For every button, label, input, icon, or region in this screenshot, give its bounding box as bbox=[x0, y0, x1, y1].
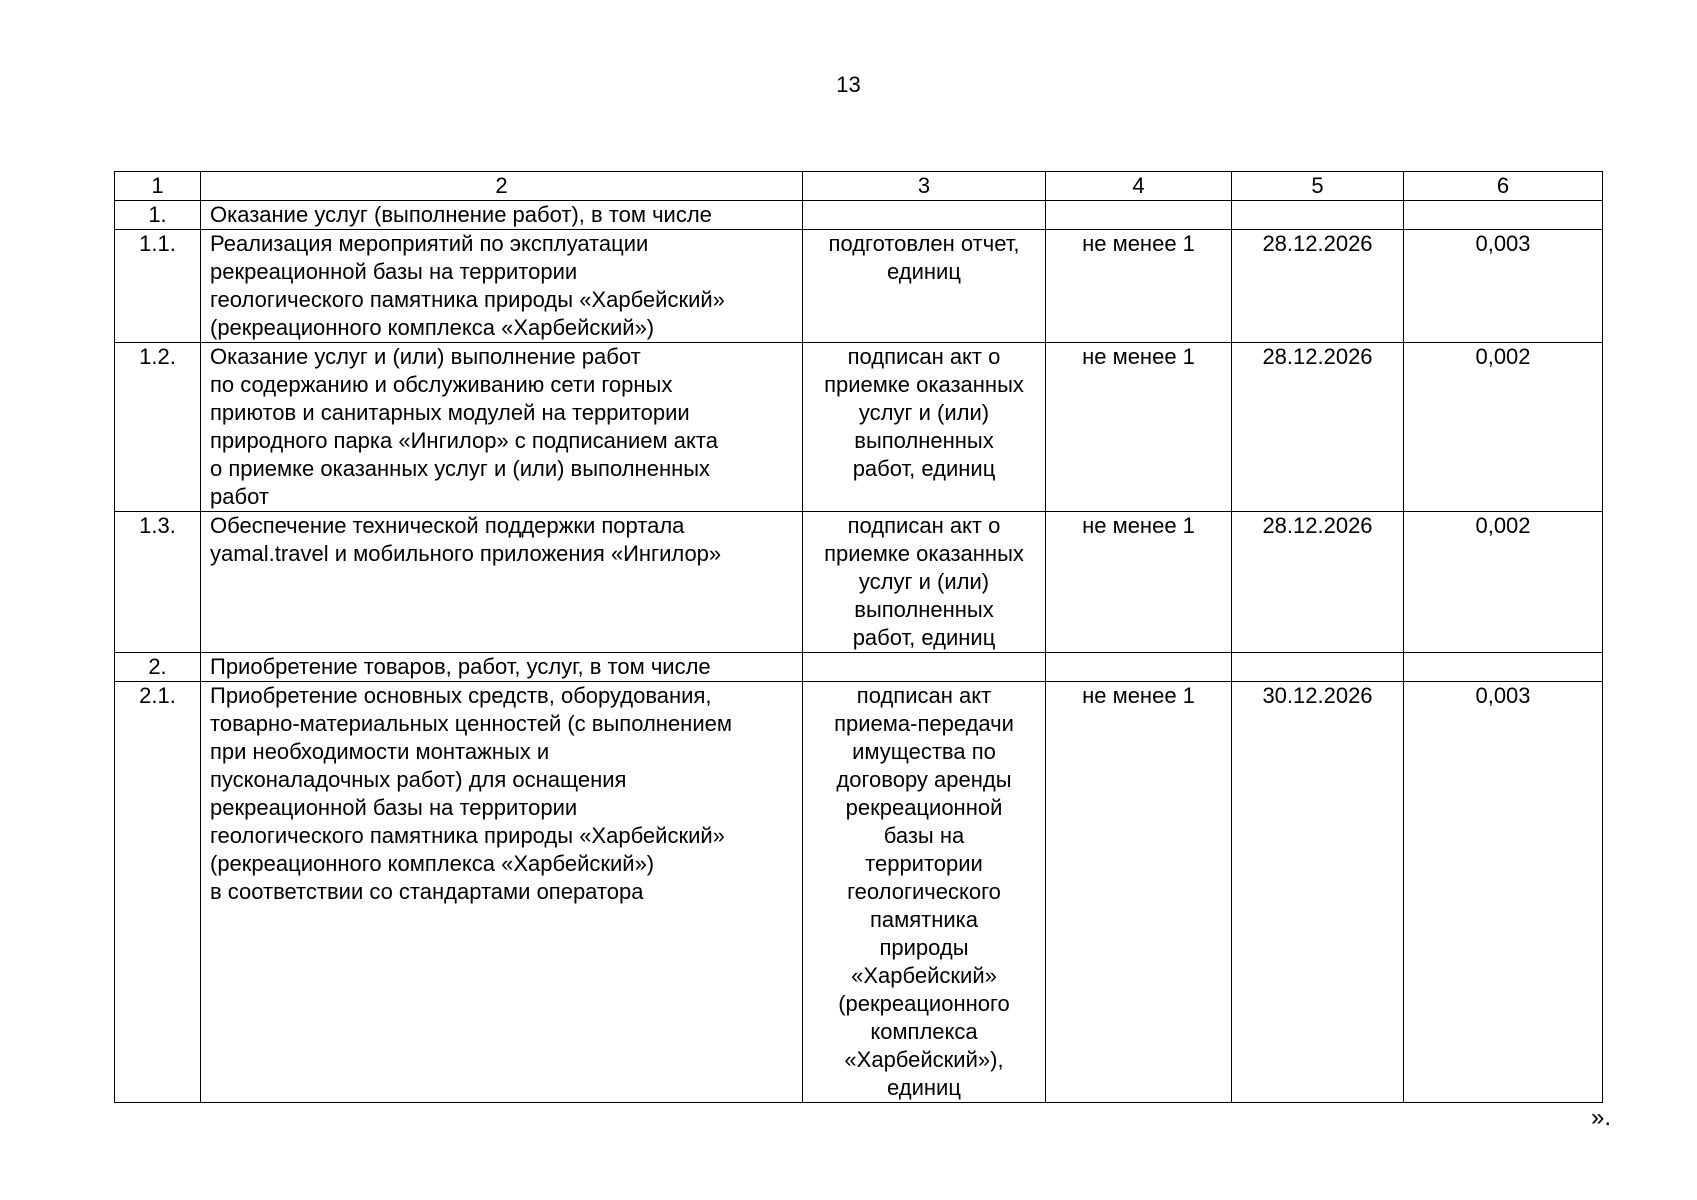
header-cell: 4 bbox=[1046, 172, 1232, 201]
row-cost bbox=[1404, 201, 1603, 230]
row-unit bbox=[803, 653, 1046, 682]
row-cost: 0,002 bbox=[1404, 343, 1603, 512]
row-number: 2. bbox=[115, 653, 201, 682]
header-cell: 1 bbox=[115, 172, 201, 201]
row-value bbox=[1046, 201, 1232, 230]
header-cell: 5 bbox=[1232, 172, 1404, 201]
row-value: не менее 1 bbox=[1046, 682, 1232, 1103]
row-value: не менее 1 bbox=[1046, 512, 1232, 653]
row-unit: подготовлен отчет, единиц bbox=[803, 230, 1046, 343]
table-row bbox=[115, 653, 1603, 682]
row-cost: 0,002 bbox=[1404, 512, 1603, 653]
row-value: не менее 1 bbox=[1046, 343, 1232, 512]
row-number: 2.1. bbox=[115, 682, 201, 1103]
row-date: 28.12.2026 bbox=[1232, 343, 1404, 512]
row-cost: 0,003 bbox=[1404, 230, 1603, 343]
row-number: 1. bbox=[115, 201, 201, 230]
row-number: 1.3. bbox=[115, 512, 201, 653]
table-row bbox=[115, 230, 1603, 343]
row-description: Оказание услуг и (или) выполнение работ по содержанию и обслуживанию сети горных приютов и санитарных модулей на территории природного парка «Ингилор» с подписанием акта о приемке оказанных услуг и (или) выполненных работ bbox=[201, 343, 803, 512]
row-cost bbox=[1404, 653, 1603, 682]
table-row bbox=[115, 682, 1603, 1103]
row-unit: подписан акт приема-передачи имущества по договору аренды рекреационной базы на территории геологического памятника природы «Харбейский» (рекреационного комплекса «Харбейский»), единиц bbox=[803, 682, 1046, 1103]
row-unit: подписан акт о приемке оказанных услуг и (или) выполненных работ, единиц bbox=[803, 343, 1046, 512]
row-date: 30.12.2026 bbox=[1232, 682, 1404, 1103]
header-cell: 2 bbox=[201, 172, 803, 201]
row-description: Обеспечение технической поддержки портала yamal.travel и мобильного приложения «Ингилор» bbox=[201, 512, 803, 653]
closing-quote-mark: ». bbox=[1591, 1104, 1612, 1131]
row-date: 28.12.2026 bbox=[1232, 230, 1404, 343]
table-row bbox=[115, 512, 1603, 653]
row-number: 1.1. bbox=[115, 230, 201, 343]
header-cell: 6 bbox=[1404, 172, 1603, 201]
row-date: 28.12.2026 bbox=[1232, 512, 1404, 653]
row-description: Оказание услуг (выполнение работ), в том числе bbox=[201, 201, 803, 230]
row-value bbox=[1046, 653, 1232, 682]
row-description: Приобретение основных средств, оборудования, товарно-материальных ценностей (с выполнением при необходимости монтажных и пусконаладочных работ) для оснащения рекреационной базы на территории геологического памятника природы «Харбейский» (рекреационного комплекса «Харбейский») в соответствии со стандартами оператора bbox=[201, 682, 803, 1103]
row-value: не менее 1 bbox=[1046, 230, 1232, 343]
row-cost: 0,003 bbox=[1404, 682, 1603, 1103]
activities-table bbox=[114, 171, 1603, 1103]
table-header-row bbox=[115, 172, 1603, 201]
header-cell: 3 bbox=[803, 172, 1046, 201]
table-row bbox=[115, 343, 1603, 512]
row-unit bbox=[803, 201, 1046, 230]
page-number: 13 bbox=[836, 72, 861, 97]
row-description: Реализация мероприятий по эксплуатации рекреационной базы на территории геологического памятника природы «Харбейский» (рекреационного комплекса «Харбейский») bbox=[201, 230, 803, 343]
row-unit: подписан акт о приемке оказанных услуг и (или) выполненных работ, единиц bbox=[803, 512, 1046, 653]
row-date bbox=[1232, 653, 1404, 682]
row-date bbox=[1232, 201, 1404, 230]
row-description: Приобретение товаров, работ, услуг, в том числе bbox=[201, 653, 803, 682]
table-row bbox=[115, 201, 1603, 230]
row-number: 1.2. bbox=[115, 343, 201, 512]
